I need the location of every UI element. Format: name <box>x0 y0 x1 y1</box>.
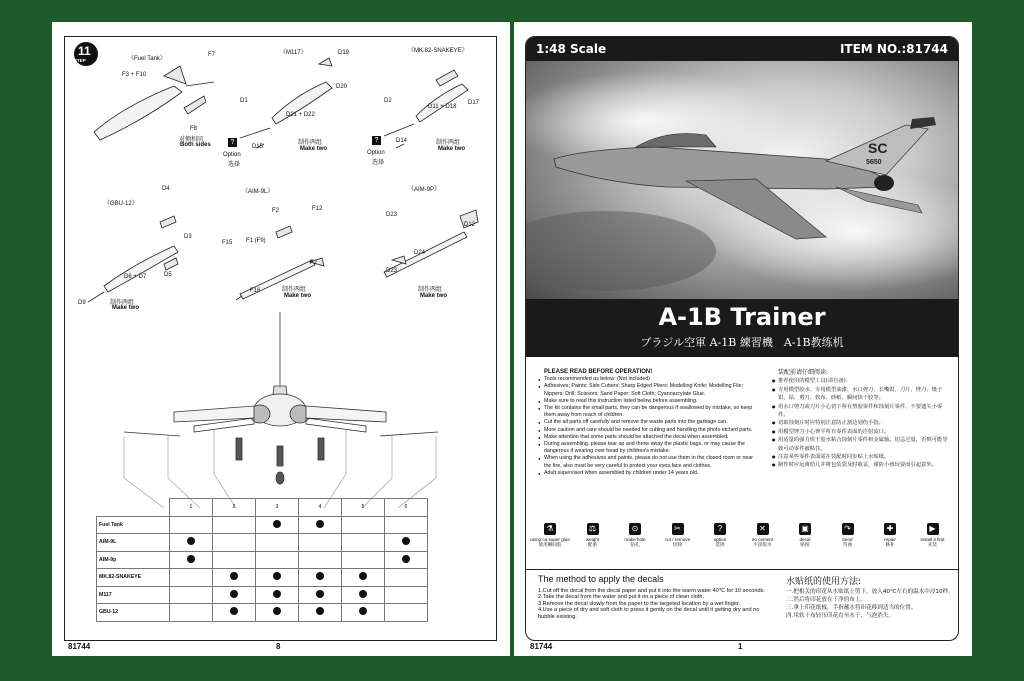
make-two-en: Make two <box>420 293 448 299</box>
part-label: D15 <box>252 144 264 150</box>
placement-dot-icon <box>359 590 367 598</box>
part-label: D23 <box>386 212 398 218</box>
part-label: D9 <box>78 300 86 306</box>
option-cn: 选择 <box>372 159 385 166</box>
table-cell <box>213 586 256 604</box>
table-column-header: 2 <box>213 499 256 517</box>
part-label: F8 <box>190 126 198 132</box>
placement-dot-icon <box>187 537 195 545</box>
legend-label-en: decal <box>799 537 811 542</box>
table-row-label: Fuel Tank <box>97 516 170 534</box>
legend-label-cn: 修补 <box>885 543 895 548</box>
step-number: 11 <box>78 44 91 58</box>
step-label: STEP <box>74 58 86 63</box>
list-item: ● The kit contains the small parts, they can be dangerous if swallowed by mistake, so keep them away from reach of children. <box>538 405 760 419</box>
legend-label-cn: 配重 <box>587 543 598 548</box>
legend-label-en: bend <box>842 537 853 542</box>
part-label: D19 <box>338 50 350 56</box>
part-label: D2 <box>384 98 392 104</box>
table-cell <box>170 551 213 569</box>
table-cell <box>385 586 428 604</box>
table-cell <box>170 604 213 622</box>
legend-label-cn: 使用瞬间胶 <box>538 543 562 548</box>
table-header-row <box>97 499 428 517</box>
scale-label: 1:48 Scale <box>536 42 607 56</box>
legend-label-cn: 切除 <box>672 543 683 548</box>
list-item: 二.然后将印花放在干净的布上。 <box>786 597 867 603</box>
part-label: D5 <box>164 272 172 278</box>
group-title-gbu12: 《GBU-12》 <box>104 201 138 207</box>
part-label: D21 + D22 <box>286 112 315 118</box>
part-label: D6 + D7 <box>124 274 147 280</box>
placement-dot-icon <box>273 572 281 580</box>
table-cell <box>256 534 299 552</box>
legend-label-cn: 不涂胶水 <box>753 543 772 548</box>
table-cell <box>299 604 342 622</box>
table-cell <box>342 516 385 534</box>
tail-number: 5650 <box>866 159 882 166</box>
table-cell <box>256 516 299 534</box>
part-label: F15 <box>222 240 233 246</box>
table-cell <box>385 534 428 552</box>
footer-item-number: 81744 <box>530 642 553 651</box>
make-two-en: Make two <box>284 293 312 299</box>
legend-label-en: make hole <box>624 537 646 542</box>
option-en: Option <box>367 150 385 156</box>
placement-dot-icon <box>316 520 324 528</box>
table-cell <box>342 534 385 552</box>
group-title-aim9l: 《AIM-9L》 <box>242 189 274 195</box>
table-cell <box>299 534 342 552</box>
group-title-aim9p: 《AIM-9P》 <box>408 187 441 193</box>
legend-label-cn: 弯曲 <box>842 543 853 548</box>
title-bar <box>526 299 958 357</box>
legend-label-en: option <box>713 537 727 542</box>
table-cell <box>213 551 256 569</box>
right-page-frame <box>525 36 959 641</box>
placement-dot-icon <box>402 537 410 545</box>
decals-heading-cn: 水贴纸的使用方法: <box>786 577 862 587</box>
legend-item <box>658 523 698 548</box>
make-two-cn: 制作两组 <box>110 299 135 306</box>
no-cement-icon: ✕ <box>757 523 769 535</box>
super-glue-icon: ⚗ <box>544 523 556 535</box>
legend-item <box>530 523 570 548</box>
list-item: ● 用模型锉刀小心锉平所有零件表面的注射流口。 <box>772 428 952 436</box>
part-label: D12 <box>464 222 476 228</box>
table-cell <box>299 516 342 534</box>
table-row <box>97 551 428 569</box>
list-item: ● Adhesives; Paints; Side Cutters; Sharp Edged Pliers; Modelling Knife; Modelling File; Nippers; Drill; Scissors; Sand Paper; Soft Cloth; Cyanoacrylate Glue. <box>538 383 760 397</box>
table-column-header: 6 <box>385 499 428 517</box>
weight-icon: ⚖ <box>587 523 599 535</box>
list-item: ● Tools recommended as below: (Not included) <box>538 376 760 383</box>
table-row-label: AIM-9p <box>97 551 170 569</box>
legend-item <box>743 523 783 548</box>
table-cell <box>299 586 342 604</box>
placement-dot-icon <box>273 520 281 528</box>
list-item: 一.把相关的印花从水贴纸上剪下，放入40℃左右的温水中浸10秒。 <box>786 589 954 595</box>
table-cell <box>342 604 385 622</box>
table-cell <box>256 551 299 569</box>
legend-label-en: weight <box>585 537 600 542</box>
bend-icon: ↷ <box>842 523 854 535</box>
aircraft-front-view-diagram <box>64 308 497 508</box>
part-label: D4 <box>162 186 170 192</box>
list-item: ● 用适量的强力快干胶水粘合蚀刻片零件和金属轴。切忌过量，否则可能导致可动零件被粘住。 <box>772 436 952 453</box>
install-first-icon: ▶ <box>927 523 939 535</box>
group-title-m117: 《M117》 <box>280 50 307 56</box>
table-row <box>97 569 428 587</box>
table-row-label: MK.82-SNAKEYE <box>97 569 170 587</box>
placement-dot-icon <box>359 572 367 580</box>
list-item: ● During assembling, please tear up and throw away the plastic bags, or may cause the dangerous if wearing over head by children's mistake. <box>538 441 760 455</box>
table-column-header: 1 <box>170 499 213 517</box>
placement-dot-icon <box>230 590 238 598</box>
legend-label-en: cut / remove <box>664 537 691 542</box>
part-label: F3 + F10 <box>122 72 147 78</box>
part-label: F7 <box>208 52 216 58</box>
option-en: Option <box>223 152 241 158</box>
table-row-label: AIM-9L <box>97 534 170 552</box>
list-item: 3.Remove the decal slowly from the paper to the targeted location by a wet finger. <box>538 600 741 607</box>
aircraft-image <box>526 61 959 299</box>
list-item: ● Make sure to read this instruction listed below before assembling. <box>538 398 760 405</box>
make-two-en: Make two <box>438 146 466 152</box>
legend-label-en: install it first <box>920 537 945 542</box>
note-cn: 对侧相同 <box>179 136 204 143</box>
header-bar <box>526 37 958 61</box>
table-cell <box>299 569 342 587</box>
list-item: 三.拿上印花纸板，手指蘸水将印花移到适当的位置。 <box>786 605 917 611</box>
part-label: D14 <box>396 138 408 144</box>
item-number: ITEM NO.:81744 <box>839 42 948 56</box>
list-item: ● 专用模型胶水、专用模型油漆、水口剪刀、长嘴钳、刀片、锉刀、镊子钳、钻、剪刀、软布、砂纸、瞬间快干胶等。 <box>772 386 952 403</box>
table-column-header: 3 <box>256 499 299 517</box>
decal-icon: ▣ <box>799 523 811 535</box>
footer-item-number: 81744 <box>68 642 91 651</box>
table-cell <box>213 604 256 622</box>
table-cell <box>299 551 342 569</box>
make-hole-icon: ⊙ <box>629 523 641 535</box>
table-row <box>97 516 428 534</box>
group-title-mk82: 《MK.82-SNAKEYE》 <box>408 48 468 54</box>
placement-dot-icon <box>316 607 324 615</box>
part-label: D20 <box>336 84 348 90</box>
part-label: D1 <box>240 98 248 104</box>
left-instruction-page <box>52 22 510 656</box>
placement-dot-icon <box>273 590 281 598</box>
group-title-fuel-tank: 《Fuel Tank》 <box>128 56 166 62</box>
product-title: A-1B Trainer <box>658 303 826 331</box>
make-two-cn: 制作两组 <box>436 139 461 146</box>
product-subtitle: ブラジル空軍 A-1B 練習機 A-1B教练机 <box>640 336 844 349</box>
table-row-label: GBU-12 <box>97 604 170 622</box>
list-item: 四.用软干布轻压印花直至水干、气泡消失。 <box>786 613 895 619</box>
table-cell <box>213 569 256 587</box>
table-column-header: 4 <box>299 499 342 517</box>
list-item: ● 推荐使用的模型工具(请自备): <box>772 377 952 385</box>
placement-dot-icon <box>316 572 324 580</box>
table-cell <box>385 604 428 622</box>
legend-label-cn: 选择 <box>715 543 725 548</box>
table-cell <box>213 534 256 552</box>
part-label: D23 <box>386 268 398 274</box>
part-label: F2 <box>272 208 280 214</box>
page-number: 8 <box>276 642 281 651</box>
legend-label-cn: 钻孔 <box>630 543 640 548</box>
list-item: ● 注意某些零件表面需在装配时同步贴上水贴纸。 <box>772 453 952 461</box>
make-two-cn: 制作两组 <box>298 139 323 146</box>
placement-dot-icon <box>402 555 410 563</box>
table-cell <box>213 516 256 534</box>
instructions-cn <box>772 369 952 470</box>
aircraft-photo <box>526 61 958 299</box>
legend-label-en: repair <box>884 537 896 542</box>
table-cell <box>256 604 299 622</box>
part-label: D17 <box>468 100 480 106</box>
list-item: 1.Cut off the decal from the decal paper and put it into the warm water 40℃ for 10 seconds. <box>538 588 765 594</box>
cut-remove-icon: ✂ <box>672 523 684 535</box>
table-column-header: 5 <box>342 499 385 517</box>
page-number: 1 <box>738 642 743 651</box>
make-two-cn: 制作两组 <box>418 286 443 293</box>
table-row-label: M117 <box>97 586 170 604</box>
tail-code: SC <box>868 140 888 156</box>
placement-dot-icon <box>230 572 238 580</box>
parts-assembly-diagram <box>64 36 497 326</box>
legend-label-en: using ca super glue <box>530 537 570 542</box>
table-cell <box>385 551 428 569</box>
decal-instructions <box>526 569 958 641</box>
legend-label-cn: 贴纸 <box>800 543 810 548</box>
legend-item <box>870 523 910 548</box>
list-item: 4.Use a piece of dry and soft cloth to press it gently on the decal until it getting dry and no bubble existing. <box>538 607 760 620</box>
list-item: ● Adult supervised when assembled by children under 14 years old. <box>538 470 760 477</box>
part-label: D24 <box>414 250 426 256</box>
placement-dot-icon <box>187 555 195 563</box>
legend-item <box>615 523 655 548</box>
note-en: Both sides <box>180 142 211 148</box>
table-row <box>97 586 428 604</box>
table-row <box>97 534 428 552</box>
table-cell <box>256 586 299 604</box>
legend-item <box>700 523 740 548</box>
table-cell <box>342 551 385 569</box>
instructions-cn-heading: 装配前请仔细阅读: <box>778 369 829 376</box>
option-icon: ? <box>714 523 726 535</box>
placement-dot-icon <box>230 607 238 615</box>
list-item: 2.Take the decal from the water and put it on a piece of clean cloth. <box>538 594 705 601</box>
table-row <box>97 604 428 622</box>
legend-item <box>573 523 613 548</box>
option-cn: 选择 <box>228 161 241 168</box>
table-cell <box>170 534 213 552</box>
legend-label-cn: 先装 <box>927 543 938 548</box>
list-item: ● 用水口剪刀或刀片小心切下所有塑胶零件和蚀刻片零件、不要遗失小零件。 <box>772 403 952 420</box>
part-label: F16 <box>250 288 261 294</box>
option-icon: ? <box>372 136 381 145</box>
make-two-en: Make two <box>300 146 328 152</box>
list-item: ● When using the adhesives and paints, please do not use them in the closed room or near the fire, also must be very careful to protect your eyes,face and clothes. <box>538 455 760 469</box>
legend-label-en: no cement <box>751 537 774 542</box>
list-item: ● Make attention that some parts should be attached the decal when assembled. <box>538 434 760 441</box>
list-item: ● 制作时应远离幼儿并将包装袋及时收妥，谨防小孩玩耍而引起意外。 <box>772 461 952 469</box>
part-label: D11 + D18 <box>428 104 457 110</box>
make-two-cn: 制作两组 <box>282 286 307 293</box>
list-item: ● 切取蚀刻片时应特别注意防止割边划伤手指。 <box>772 419 952 427</box>
legend-item <box>785 523 825 548</box>
instructions-heading: PLEASE READ BEFORE OPERATION! <box>544 369 653 375</box>
table-cell <box>385 516 428 534</box>
store-placement-table <box>96 498 428 622</box>
placement-dot-icon <box>359 607 367 615</box>
table-cell <box>342 586 385 604</box>
legend-item <box>828 523 868 548</box>
part-label: F2 <box>310 260 318 266</box>
part-label: F1 (F9) <box>246 238 266 244</box>
list-item: ● More caution and care should be needed for cutting and handling the photo etched parts. <box>538 427 760 434</box>
legend-item <box>913 523 953 548</box>
option-icon: ? <box>228 138 237 147</box>
make-two-en: Make two <box>112 305 140 311</box>
instructions-en <box>538 369 760 477</box>
table-cell <box>170 569 213 587</box>
placement-dot-icon <box>273 607 281 615</box>
repair-icon: ✚ <box>884 523 896 535</box>
right-cover-page <box>514 22 972 656</box>
table-cell <box>170 516 213 534</box>
table-cell <box>385 569 428 587</box>
list-item: ● Cut the all parts off carefully and remove the waste parts into the garbage can. <box>538 419 760 426</box>
table-cell <box>342 569 385 587</box>
part-label: F12 <box>312 206 323 212</box>
placement-dot-icon <box>316 590 324 598</box>
table-cell <box>170 586 213 604</box>
decals-heading-en: The method to apply the decals <box>538 574 664 584</box>
table-cell <box>256 569 299 587</box>
part-label: D3 <box>184 234 192 240</box>
